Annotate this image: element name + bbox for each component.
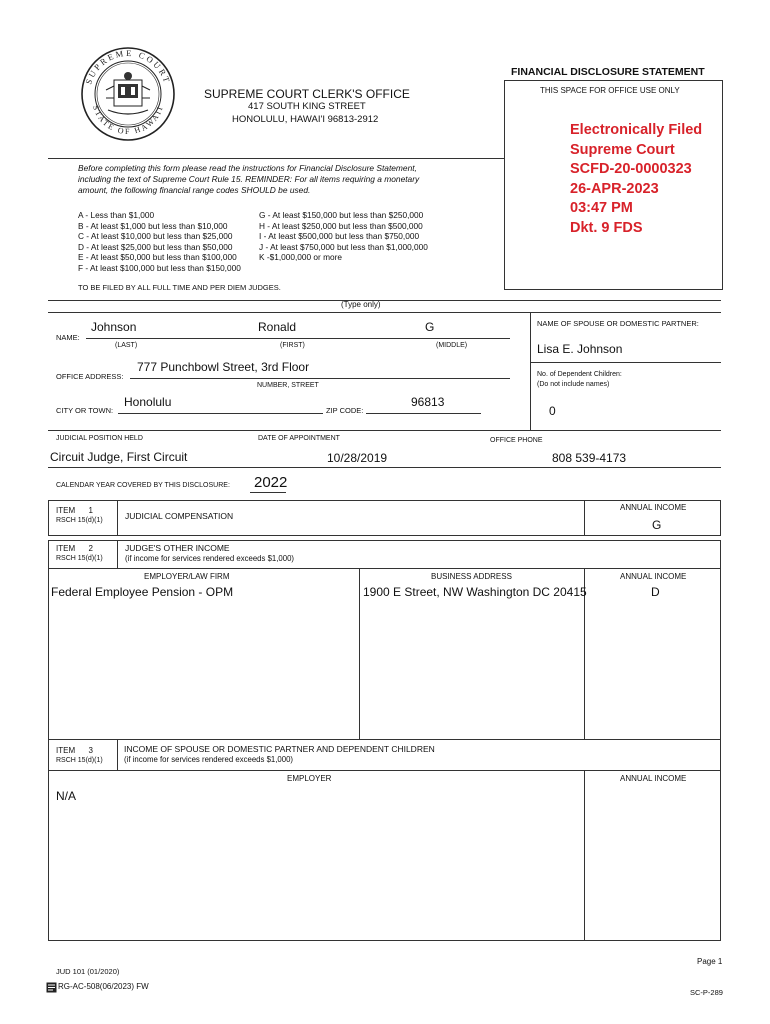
- range-h: H - At least $250,000 but less than $500,000: [259, 220, 423, 231]
- divider: [48, 770, 721, 771]
- divider: [359, 568, 360, 740]
- divider: [48, 467, 721, 468]
- range-c: C - At least $10,000 but less than $25,000: [78, 231, 233, 242]
- dependents-note: (Do not include names): [537, 381, 610, 388]
- range-f: F - At least $100,000 but less than $150,000: [78, 262, 241, 273]
- spouse-label: NAME OF SPOUSE OR DOMESTIC PARTNER:: [537, 319, 699, 328]
- item1-label: ITEM 1: [56, 506, 93, 515]
- item1-income-label: ANNUAL INCOME: [620, 503, 687, 512]
- range-b: B - At least $1,000 but less than $10,000: [78, 220, 228, 231]
- zip-label: ZIP CODE:: [326, 406, 364, 415]
- type-only-label: (Type only): [341, 300, 381, 309]
- range-j: J - At least $750,000 but less than $1,000,000: [259, 241, 428, 252]
- office-use-label: THIS SPACE FOR OFFICE USE ONLY: [540, 86, 680, 95]
- item3-subtitle: (if income for services rendered exceeds $1,000): [124, 755, 294, 764]
- item3-rule: RSCH 15(d)(1): [56, 757, 103, 764]
- year-underline: [250, 492, 286, 493]
- divider: [48, 568, 721, 569]
- divider: [48, 312, 721, 313]
- form-code: JUD 101 (01/2020): [56, 967, 120, 976]
- range-i: I - At least $500,000 but less than $750,000: [259, 231, 420, 242]
- calendar-year-value: 2022: [254, 474, 288, 491]
- efiled-line2: Supreme Court: [570, 141, 675, 158]
- position-label: JUDICIAL POSITION HELD: [56, 435, 143, 442]
- range-d: D - At least $25,000 but less than $50,000: [78, 241, 233, 252]
- office-address-line1: 417 SOUTH KING STREET: [248, 101, 366, 112]
- divider: [530, 312, 531, 430]
- item2-title: JUDGE'S OTHER INCOME: [125, 543, 230, 553]
- item2-income-label: ANNUAL INCOME: [620, 572, 687, 581]
- item3-employer-label: EMPLOYER: [287, 774, 332, 783]
- item2-business-value: 1900 E Street, NW Washington DC 20415: [363, 585, 587, 599]
- item2-label: ITEM 2: [56, 544, 93, 553]
- city-underline: [118, 413, 323, 414]
- appointment-value: 10/28/2019: [327, 451, 388, 465]
- sc-code: SC-P-289: [690, 988, 723, 997]
- divider: [48, 300, 721, 301]
- first-name-value: Ronald: [258, 320, 297, 334]
- seal-icon: [80, 46, 176, 142]
- item2-income-value: D: [651, 585, 660, 599]
- item1-title: JUDICIAL COMPENSATION: [125, 511, 234, 521]
- form-title: FINANCIAL DISCLOSURE STATEMENT: [511, 66, 705, 78]
- range-a: A - Less than $1,000: [78, 210, 155, 220]
- item2-business-label: BUSINESS ADDRESS: [431, 572, 512, 581]
- divider: [48, 430, 721, 431]
- efiled-line4: 26-APR-2023: [570, 180, 659, 197]
- item2-employer-value: Federal Employee Pension - OPM: [51, 585, 234, 599]
- seal-top-text: SUPREME COURT: [83, 47, 173, 86]
- divider: [530, 362, 721, 363]
- divider: [117, 540, 118, 568]
- instructions-line1: Before completing this form please read the instructions for Financial Disclosure Statement,: [78, 163, 417, 173]
- last-label: (LAST): [115, 342, 138, 349]
- court-seal: [80, 46, 176, 142]
- address-underline: [130, 378, 510, 379]
- divider: [117, 740, 118, 770]
- city-label: CITY OR TOWN:: [56, 406, 114, 415]
- item2-rule: RSCH 15(d)(1): [56, 555, 103, 562]
- name-label: NAME:: [56, 333, 80, 342]
- dependents-value: 0: [549, 404, 556, 418]
- office-address-label: OFFICE ADDRESS:: [56, 372, 124, 381]
- zip-value: 96813: [411, 395, 445, 409]
- last-name-value: Johnson: [91, 320, 137, 334]
- item2-employer-label: EMPLOYER/LAW FIRM: [144, 572, 230, 581]
- calendar-label: CALENDAR YEAR COVERED BY THIS DISCLOSURE:: [56, 482, 230, 489]
- efiled-line1: Electronically Filed: [570, 122, 703, 138]
- item2-box: [48, 540, 721, 740]
- appointment-label: DATE OF APPOINTMENT: [258, 435, 340, 442]
- item3-title: INCOME OF SPOUSE OR DOMESTIC PARTNER AND DEPENDENT CHILDREN: [124, 744, 435, 754]
- item1-rule: RSCH 15(d)(1): [56, 517, 103, 524]
- item3-label: ITEM 3: [56, 746, 93, 755]
- office-address-line2: HONOLULU, HAWAI'I 96813-2912: [232, 114, 379, 125]
- efiled-line5: 03:47 PM: [570, 200, 633, 217]
- item1-income-value: G: [652, 518, 662, 532]
- range-g: G - At least $150,000 but less than $250,000: [259, 210, 424, 220]
- middle-label: (MIDDLE): [436, 342, 468, 349]
- first-label: (FIRST): [280, 342, 305, 349]
- divider: [48, 940, 721, 941]
- number-street-label: NUMBER, STREET: [257, 382, 319, 389]
- spouse-value: Lisa E. Johnson: [537, 342, 623, 356]
- zip-underline: [366, 413, 481, 414]
- filed-by-note: TO BE FILED BY ALL FULL TIME AND PER DIEM JUDGES.: [78, 283, 281, 292]
- item3-income-label: ANNUAL INCOME: [620, 774, 687, 783]
- ranges-left: [78, 210, 241, 274]
- divider: [584, 770, 585, 940]
- efiled-line3: SCFD-20-0000323: [570, 161, 692, 178]
- divider: [48, 158, 504, 159]
- document-icon: [46, 982, 57, 993]
- instructions-line2: including the text of Supreme Court Rule 15. REMINDER: For all items requiring a monetary: [78, 174, 420, 184]
- ranges-right: [259, 210, 428, 263]
- efiled-stamp: [570, 121, 702, 239]
- divider: [117, 500, 118, 536]
- middle-name-value: G: [425, 320, 435, 334]
- item2-subtitle: (if income for services rendered exceeds $1,000): [125, 554, 295, 563]
- page-number: Page 1: [697, 957, 723, 966]
- rg-code: RG-AC-508(06/2023) FW: [58, 982, 149, 991]
- efiled-line6: Dkt. 9 FDS: [570, 219, 643, 236]
- office-name: SUPREME COURT CLERK'S OFFICE: [204, 87, 410, 101]
- range-e: E - At least $50,000 but less than $100,000: [78, 252, 237, 263]
- instructions-line3: amount, the following financial range codes SHOULD be used.: [78, 185, 311, 195]
- name-underline: [86, 338, 510, 339]
- office-address-value: 777 Punchbowl Street, 3rd Floor: [137, 360, 310, 374]
- dependents-label: No. of Dependent Children:: [537, 371, 622, 378]
- range-k: K -$1,000,000 or more: [259, 252, 343, 263]
- city-value: Honolulu: [124, 395, 172, 409]
- position-value: Circuit Judge, First Circuit: [50, 450, 188, 464]
- phone-value: 808 539-4173: [552, 451, 627, 465]
- divider: [584, 500, 585, 536]
- seal-bottom-text: STATE OF HAWAII: [90, 104, 166, 137]
- phone-label: OFFICE PHONE: [490, 437, 543, 444]
- item3-employer-value: N/A: [56, 789, 77, 803]
